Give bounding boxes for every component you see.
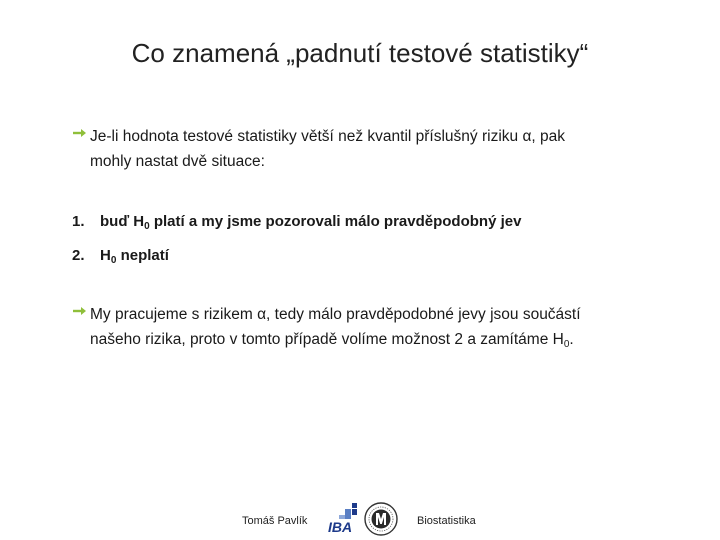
item-subscript: 0	[144, 221, 150, 232]
item-text-pre: buď H	[100, 213, 145, 230]
bullet-paragraph-1	[72, 124, 632, 174]
arrow-bullet-icon	[72, 127, 88, 139]
item-text-post: platí a my jsme pozorovali málo pravděpodobný jev	[149, 213, 522, 230]
item-number: 1.	[72, 213, 85, 230]
slide-title: Co znamená „padnutí testové statistiky“	[131, 38, 589, 68]
iba-logo-text: IBA	[328, 519, 353, 534]
item-number: 2.	[72, 247, 85, 264]
university-seal-logo	[364, 502, 398, 536]
bullet-2-line-2	[72, 327, 632, 352]
bullet-paragraph-2	[72, 302, 632, 352]
numbered-item-2	[72, 247, 169, 264]
bullet-1-line-2: mohly nastat dvě situace:	[90, 153, 265, 170]
item-text-pre: H	[100, 247, 111, 264]
item-text-post: neplatí	[116, 247, 169, 264]
iba-logo	[325, 502, 361, 534]
bullet-2-subscript: 0	[563, 339, 570, 350]
bullet-2-line-2-end: .	[569, 331, 574, 348]
numbered-item-1	[72, 213, 521, 230]
item-subscript: 0	[110, 255, 117, 266]
arrow-bullet-icon	[72, 305, 88, 317]
footer-author: Tomáš Pavlík	[242, 515, 308, 527]
bullet-2-line-2-text: našeho rizika, proto v tomto případě volíme možnost 2 a zamítáme H	[90, 331, 564, 348]
footer-subject: Biostatistika	[417, 515, 476, 527]
bullet-2-line-1: My pracujeme s rizikem α, tedy málo pravděpodobné jevy jsou součástí	[90, 306, 581, 323]
bullet-1-line-1: Je-li hodnota testové statistiky větší než kvantil příslušný riziku α, pak	[90, 128, 566, 145]
